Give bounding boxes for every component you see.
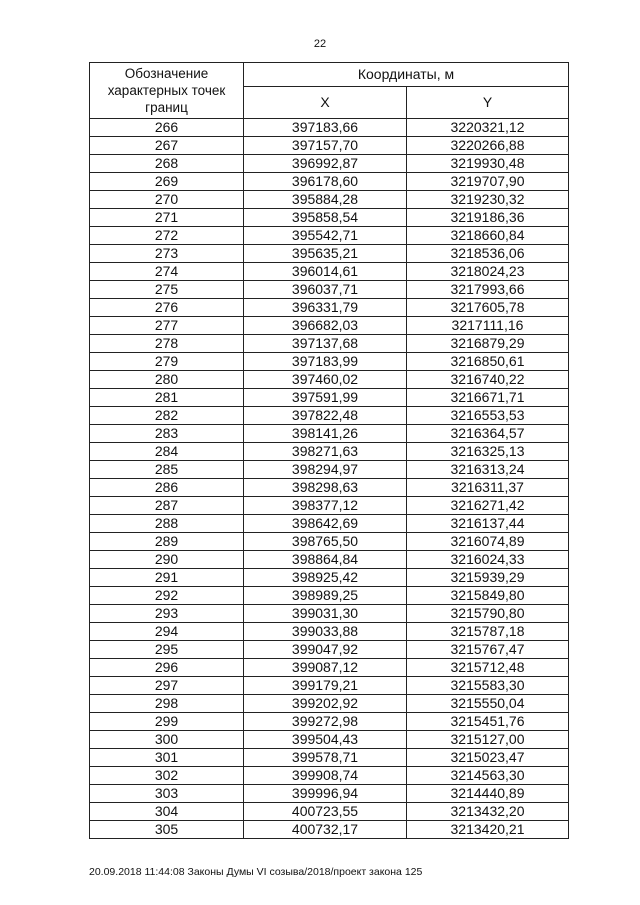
table-row: [90, 569, 569, 587]
y-column-header: Y: [407, 87, 569, 119]
y-coordinate-cell: 3219707,90: [407, 173, 569, 191]
table-row: [90, 551, 569, 569]
point-number-cell: 305: [90, 821, 244, 839]
footer-text: 20.09.2018 11:44:08 Законы Думы VI созыва/2018/проект закона 125: [89, 866, 423, 878]
point-label-header: Обозначение характерных точек границ: [90, 63, 244, 119]
table-row: [90, 281, 569, 299]
x-coordinate-cell: 398271,63: [244, 443, 407, 461]
y-coordinate-cell: 3216364,57: [407, 425, 569, 443]
point-number-cell: 303: [90, 785, 244, 803]
table-row: [90, 515, 569, 533]
point-number-cell: 271: [90, 209, 244, 227]
x-coordinate-cell: 397460,02: [244, 371, 407, 389]
table-row: [90, 317, 569, 335]
x-coordinate-cell: 399033,88: [244, 623, 407, 641]
table-row: [90, 641, 569, 659]
y-coordinate-cell: 3218024,23: [407, 263, 569, 281]
x-coordinate-cell: 399202,92: [244, 695, 407, 713]
y-coordinate-cell: 3216879,29: [407, 335, 569, 353]
table-row: [90, 461, 569, 479]
point-number-cell: 294: [90, 623, 244, 641]
point-number-cell: 298: [90, 695, 244, 713]
x-coordinate-cell: 398989,25: [244, 587, 407, 605]
point-number-cell: 278: [90, 335, 244, 353]
x-coordinate-cell: 398141,26: [244, 425, 407, 443]
point-number-cell: 290: [90, 551, 244, 569]
table-row: [90, 605, 569, 623]
y-coordinate-cell: 3217993,66: [407, 281, 569, 299]
point-number-cell: 301: [90, 749, 244, 767]
y-coordinate-cell: 3215583,30: [407, 677, 569, 695]
x-coordinate-cell: 398642,69: [244, 515, 407, 533]
point-number-cell: 276: [90, 299, 244, 317]
point-number-cell: 288: [90, 515, 244, 533]
y-coordinate-cell: 3216074,89: [407, 533, 569, 551]
y-coordinate-cell: 3216311,37: [407, 479, 569, 497]
table-row: [90, 371, 569, 389]
x-coordinate-cell: 395542,71: [244, 227, 407, 245]
y-coordinate-cell: 3219930,48: [407, 155, 569, 173]
x-coordinate-cell: 398765,50: [244, 533, 407, 551]
point-number-cell: 286: [90, 479, 244, 497]
y-coordinate-cell: 3215712,48: [407, 659, 569, 677]
table-row: [90, 389, 569, 407]
table-row: [90, 155, 569, 173]
y-coordinate-cell: 3216137,44: [407, 515, 569, 533]
x-coordinate-cell: 399578,71: [244, 749, 407, 767]
table-row: [90, 731, 569, 749]
table-row: [90, 713, 569, 731]
table-row: [90, 497, 569, 515]
point-number-cell: 289: [90, 533, 244, 551]
y-coordinate-cell: 3215127,00: [407, 731, 569, 749]
x-coordinate-cell: 397157,70: [244, 137, 407, 155]
y-coordinate-cell: 3217605,78: [407, 299, 569, 317]
point-number-cell: 302: [90, 767, 244, 785]
table-row: [90, 821, 569, 839]
x-coordinate-cell: 400732,17: [244, 821, 407, 839]
point-number-cell: 285: [90, 461, 244, 479]
x-coordinate-cell: 399087,12: [244, 659, 407, 677]
x-coordinate-cell: 398294,97: [244, 461, 407, 479]
x-coordinate-cell: 398298,63: [244, 479, 407, 497]
y-coordinate-cell: 3215767,47: [407, 641, 569, 659]
y-coordinate-cell: 3214563,30: [407, 767, 569, 785]
y-coordinate-cell: 3216325,13: [407, 443, 569, 461]
table-row: [90, 245, 569, 263]
y-coordinate-cell: 3219186,36: [407, 209, 569, 227]
x-coordinate-cell: 396014,61: [244, 263, 407, 281]
x-coordinate-cell: 398864,84: [244, 551, 407, 569]
table-row: [90, 659, 569, 677]
table-row: [90, 443, 569, 461]
table-row: [90, 803, 569, 821]
coordinates-header: Координаты, м: [244, 63, 569, 87]
x-coordinate-cell: 395884,28: [244, 191, 407, 209]
point-number-cell: 268: [90, 155, 244, 173]
x-coordinate-cell: 397183,99: [244, 353, 407, 371]
table-row: [90, 299, 569, 317]
y-coordinate-cell: 3216740,22: [407, 371, 569, 389]
header-row-top: [90, 63, 569, 87]
x-column-header: X: [244, 87, 407, 119]
point-number-cell: 267: [90, 137, 244, 155]
table-row: [90, 785, 569, 803]
point-number-cell: 279: [90, 353, 244, 371]
table-row: [90, 263, 569, 281]
point-number-cell: 304: [90, 803, 244, 821]
table-row: [90, 677, 569, 695]
point-number-cell: 269: [90, 173, 244, 191]
table-header: [90, 63, 569, 119]
table-row: [90, 587, 569, 605]
x-coordinate-cell: 398377,12: [244, 497, 407, 515]
x-coordinate-cell: 397822,48: [244, 407, 407, 425]
point-number-cell: 300: [90, 731, 244, 749]
point-number-cell: 295: [90, 641, 244, 659]
x-coordinate-cell: 399031,30: [244, 605, 407, 623]
point-number-cell: 274: [90, 263, 244, 281]
point-number-cell: 297: [90, 677, 244, 695]
point-number-cell: 287: [90, 497, 244, 515]
point-number-cell: 275: [90, 281, 244, 299]
point-number-cell: 281: [90, 389, 244, 407]
y-coordinate-cell: 3217111,16: [407, 317, 569, 335]
y-coordinate-cell: 3220321,12: [407, 119, 569, 137]
x-coordinate-cell: 396178,60: [244, 173, 407, 191]
y-coordinate-cell: 3215023,47: [407, 749, 569, 767]
table-body: [90, 119, 569, 839]
x-coordinate-cell: 399179,21: [244, 677, 407, 695]
y-coordinate-cell: 3216313,24: [407, 461, 569, 479]
point-number-cell: 280: [90, 371, 244, 389]
y-coordinate-cell: 3215451,76: [407, 713, 569, 731]
table-row: [90, 119, 569, 137]
point-number-cell: 282: [90, 407, 244, 425]
point-number-cell: 283: [90, 425, 244, 443]
y-coordinate-cell: 3219230,32: [407, 191, 569, 209]
table-row: [90, 407, 569, 425]
point-number-cell: 266: [90, 119, 244, 137]
y-coordinate-cell: 3214440,89: [407, 785, 569, 803]
x-coordinate-cell: 395635,21: [244, 245, 407, 263]
x-coordinate-cell: 398925,42: [244, 569, 407, 587]
table-row: [90, 533, 569, 551]
x-coordinate-cell: 400723,55: [244, 803, 407, 821]
table-row: [90, 353, 569, 371]
y-coordinate-cell: 3213432,20: [407, 803, 569, 821]
coordinates-table: [89, 62, 569, 839]
x-coordinate-cell: 396037,71: [244, 281, 407, 299]
x-coordinate-cell: 397137,68: [244, 335, 407, 353]
point-number-cell: 296: [90, 659, 244, 677]
y-coordinate-cell: 3216024,33: [407, 551, 569, 569]
table-row: [90, 767, 569, 785]
x-coordinate-cell: 397183,66: [244, 119, 407, 137]
y-coordinate-cell: 3218660,84: [407, 227, 569, 245]
y-coordinate-cell: 3216850,61: [407, 353, 569, 371]
table-row: [90, 209, 569, 227]
x-coordinate-cell: 396992,87: [244, 155, 407, 173]
x-coordinate-cell: 396331,79: [244, 299, 407, 317]
y-coordinate-cell: 3216553,53: [407, 407, 569, 425]
table-row: [90, 479, 569, 497]
table-row: [90, 623, 569, 641]
point-number-cell: 272: [90, 227, 244, 245]
table-row: [90, 335, 569, 353]
y-coordinate-cell: 3215939,29: [407, 569, 569, 587]
y-coordinate-cell: 3213420,21: [407, 821, 569, 839]
y-coordinate-cell: 3216671,71: [407, 389, 569, 407]
table-row: [90, 173, 569, 191]
y-coordinate-cell: 3215787,18: [407, 623, 569, 641]
y-coordinate-cell: 3215790,80: [407, 605, 569, 623]
table-row: [90, 749, 569, 767]
x-coordinate-cell: 397591,99: [244, 389, 407, 407]
x-coordinate-cell: 396682,03: [244, 317, 407, 335]
point-number-cell: 273: [90, 245, 244, 263]
point-number-cell: 293: [90, 605, 244, 623]
y-coordinate-cell: 3220266,88: [407, 137, 569, 155]
table-row: [90, 227, 569, 245]
y-coordinate-cell: 3215849,80: [407, 587, 569, 605]
point-number-cell: 291: [90, 569, 244, 587]
x-coordinate-cell: 395858,54: [244, 209, 407, 227]
x-coordinate-cell: 399504,43: [244, 731, 407, 749]
point-number-cell: 277: [90, 317, 244, 335]
point-number-cell: 299: [90, 713, 244, 731]
table-row: [90, 191, 569, 209]
table-row: [90, 425, 569, 443]
point-number-cell: 292: [90, 587, 244, 605]
y-coordinate-cell: 3215550,04: [407, 695, 569, 713]
y-coordinate-cell: 3216271,42: [407, 497, 569, 515]
x-coordinate-cell: 399272,98: [244, 713, 407, 731]
y-coordinate-cell: 3218536,06: [407, 245, 569, 263]
x-coordinate-cell: 399996,94: [244, 785, 407, 803]
table-row: [90, 695, 569, 713]
x-coordinate-cell: 399908,74: [244, 767, 407, 785]
point-number-cell: 270: [90, 191, 244, 209]
x-coordinate-cell: 399047,92: [244, 641, 407, 659]
table-row: [90, 137, 569, 155]
page-number: 22: [313, 38, 327, 50]
point-number-cell: 284: [90, 443, 244, 461]
